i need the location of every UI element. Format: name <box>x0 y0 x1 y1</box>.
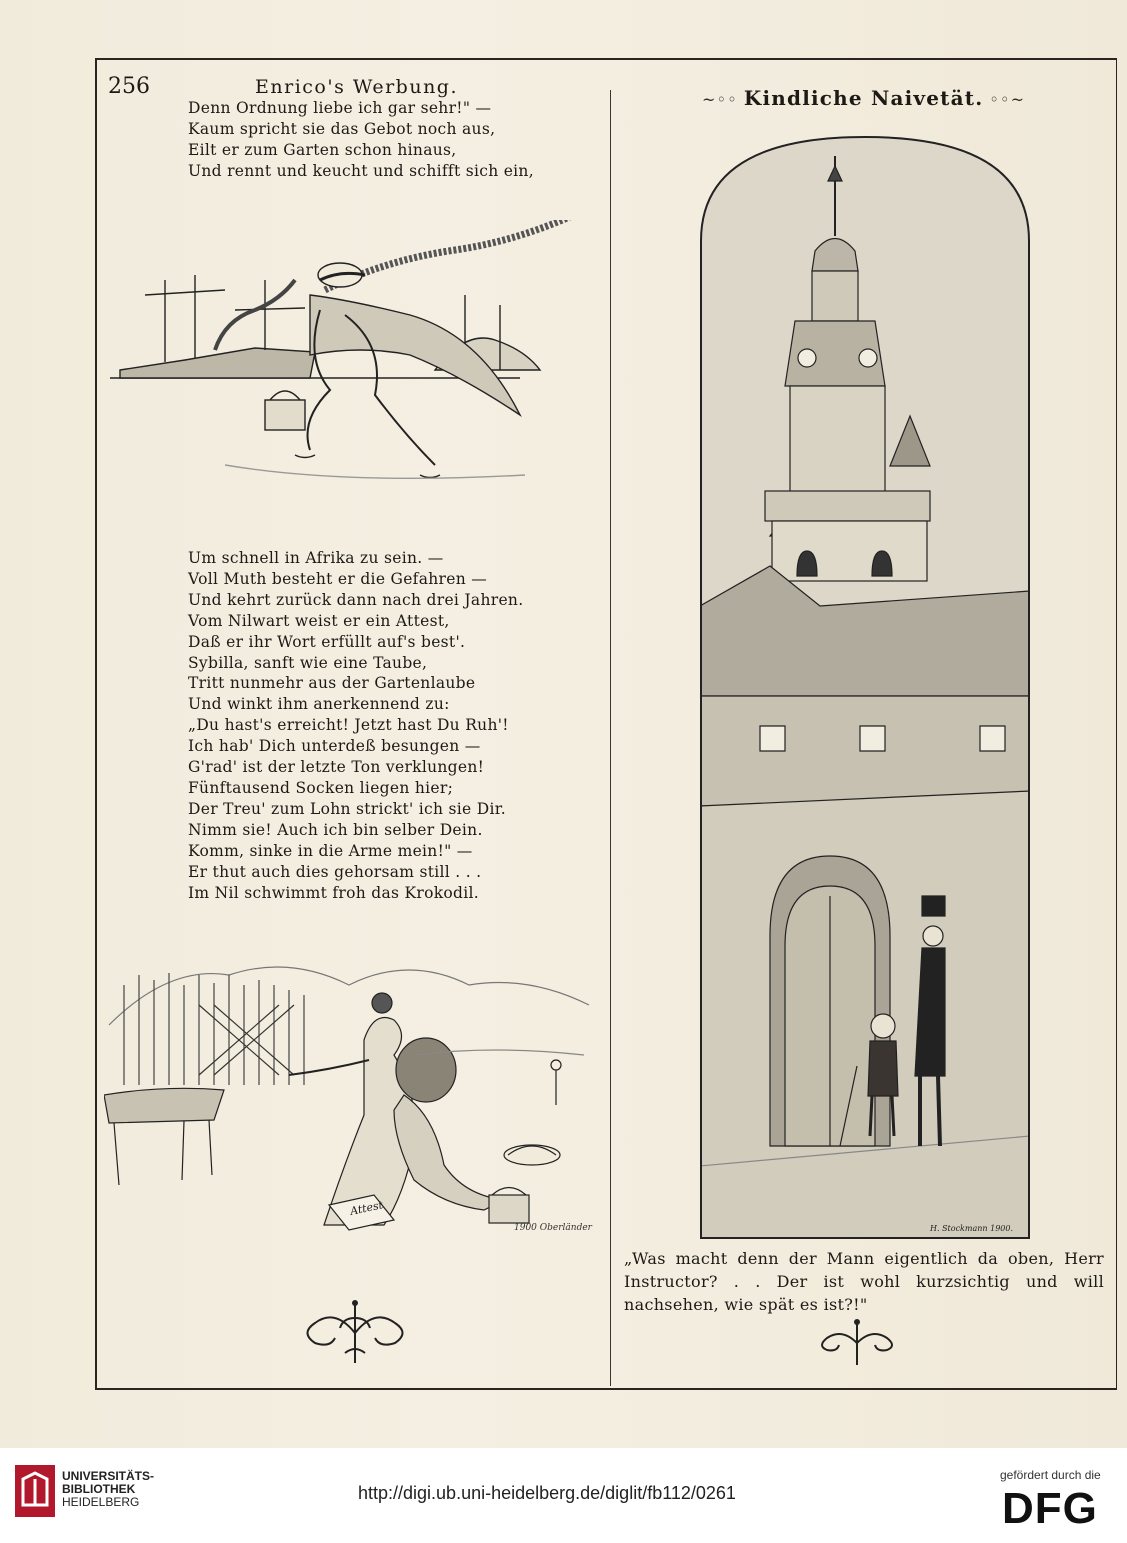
poem-bottom <box>188 548 598 903</box>
illustration-garden-embrace <box>104 945 602 1235</box>
poem-line: Tritt nunmehr aus der Gartenlaube <box>188 674 476 693</box>
title-right-ornament-icon: ◦◦~ <box>989 90 1026 109</box>
poem-line: Fünftausend Socken liegen hier; <box>188 778 454 797</box>
university-library-logo-icon <box>15 1465 55 1517</box>
poem-line: Er thut auch dies gehorsam still . . . <box>188 862 482 881</box>
poem-line: Vom Nilwart weist er ein Attest, <box>188 611 450 630</box>
poem-line: Ich hab' Dich unterdeß besungen — <box>188 737 481 756</box>
page-number: 256 <box>108 74 150 99</box>
column-divider <box>610 90 611 1386</box>
poem-line: Kaum spricht sie das Gebot noch aus, <box>188 119 496 138</box>
illustration-caption: „Was macht denn der Mann eigentlich da oben, Herr Instructor? . . Der ist wohl kurzsichtig und will nachsehen, wie spät es ist?!" <box>624 1249 1104 1314</box>
attest-paper-label: Attest <box>348 1198 385 1218</box>
library-name-line: BIBLIOTHEK <box>62 1482 136 1496</box>
poem-line: G'rad' ist der letzte Ton verklungen! <box>188 758 485 777</box>
poem-line: Sybilla, sanft wie eine Taube, <box>188 653 428 672</box>
poem-line: Und kehrt zurück dann nach drei Jahren. <box>188 590 524 609</box>
right-column-title <box>696 86 1031 110</box>
poem-line: Und winkt ihm anerkennend zu: <box>188 695 450 714</box>
right-column-title-text: Kindliche Naivetät. <box>743 86 984 110</box>
poem-top <box>188 98 598 182</box>
illustration-church-tower <box>700 136 1030 1239</box>
poem-line: „Du hast's erreicht! Jetzt hast Du Ruh'! <box>188 716 509 735</box>
running-head: Enrico's Werbung. <box>255 76 459 98</box>
funded-by-label: gefördert durch die <box>1000 1468 1101 1482</box>
library-name-line: UNIVERSITÄTS- <box>62 1469 155 1483</box>
artist-signature-bottom: 1900 Oberländer <box>514 1223 592 1233</box>
poem-line: Nimm sie! Auch ich bin selber Dein. <box>188 820 483 839</box>
poem-line: Daß er ihr Wort erfüllt auf's best'. <box>188 632 466 651</box>
dfg-logo: DFG <box>1002 1484 1098 1533</box>
poem-line: Denn Ordnung liebe ich gar sehr!" — <box>188 99 492 117</box>
illustration-crocodile-ship <box>105 220 605 530</box>
library-name-line: HEIDELBERG <box>62 1495 140 1509</box>
poem-line: Im Nil schwimmt froh das Krokodil. <box>188 883 479 902</box>
right-end-ornament-icon <box>812 1318 902 1368</box>
library-name <box>62 1470 154 1509</box>
poem-line: Um schnell in Afrika zu sein. — <box>188 549 444 567</box>
title-left-ornament-icon: ~◦◦ <box>702 90 738 109</box>
poem-line: Der Treu' zum Lohn strickt' ich sie Dir. <box>188 799 506 818</box>
poem-line: Voll Muth besteht er die Gefahren — <box>188 569 488 588</box>
left-end-ornament-icon <box>300 1298 410 1368</box>
artist-signature-right: H. Stockmann 1900. <box>930 1224 1014 1233</box>
poem-line: Komm, sinke in die Arme mein!" — <box>188 841 473 860</box>
permalink-url[interactable]: http://digi.ub.uni-heidelberg.de/diglit/fb112/0261 <box>358 1483 736 1503</box>
poem-line: Und rennt und keucht und schifft sich ein, <box>188 161 534 180</box>
poem-line: Eilt er zum Garten schon hinaus, <box>188 140 457 159</box>
